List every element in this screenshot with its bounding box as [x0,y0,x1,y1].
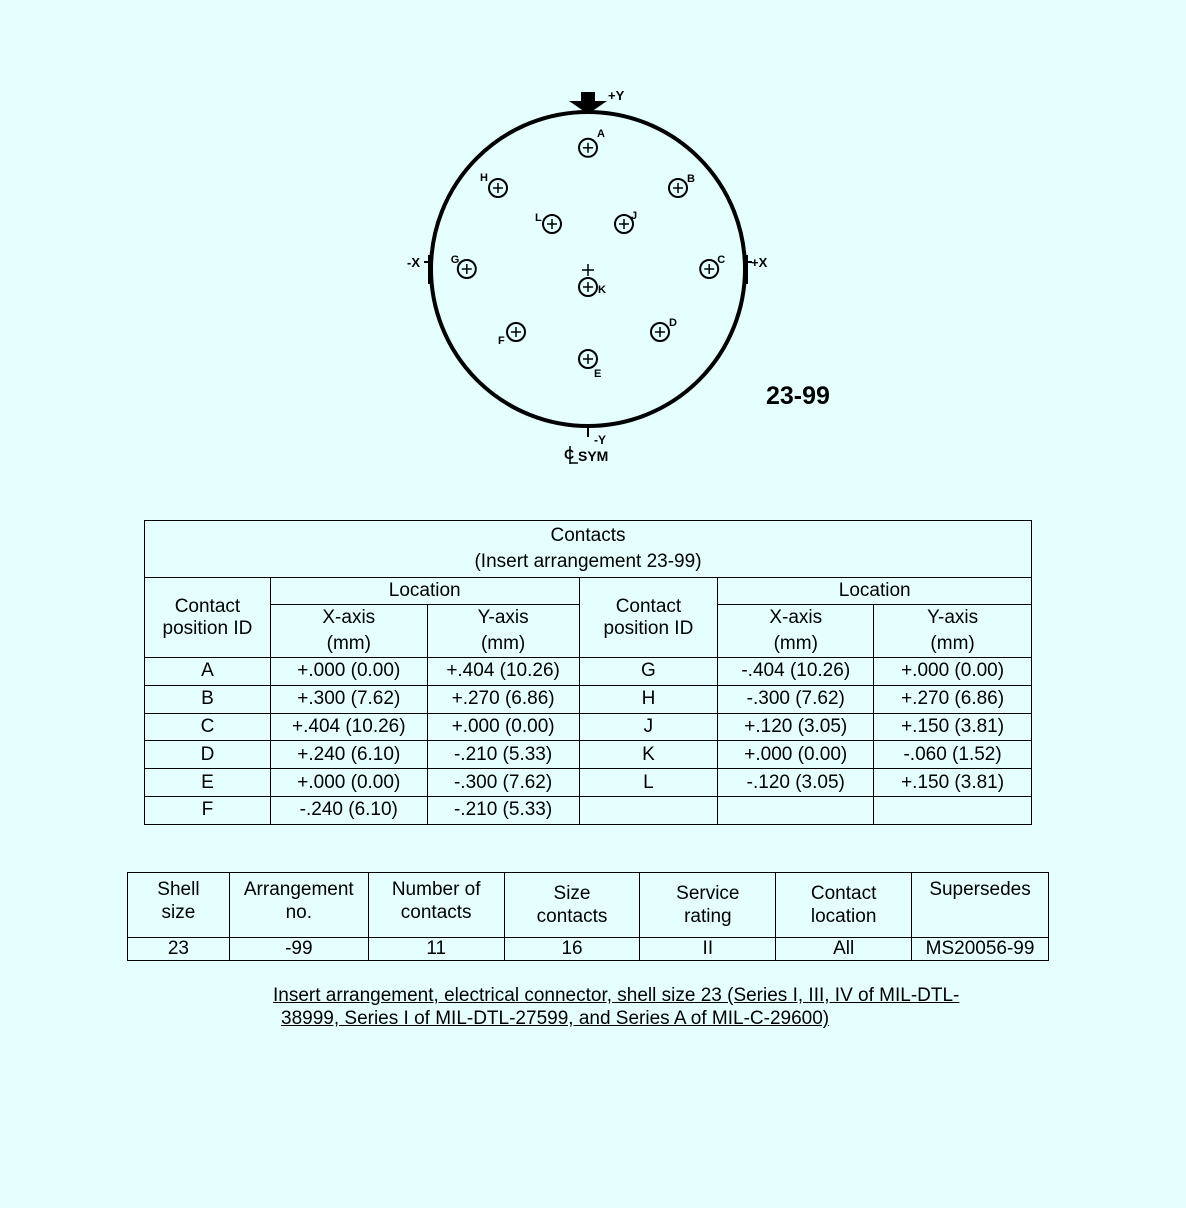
center-mark-icon [582,264,594,276]
minus-x-label: -X [407,255,420,270]
svg-text:C: C [564,446,575,462]
centerline-icon [564,446,578,464]
arrangement-header: Arrangement no. [229,873,368,938]
number-contacts-header: Number of contacts [368,873,504,938]
table-row: D +.240 (6.10) -.210 (5.33) K +.000 (0.00) -.060 (1.52) [145,741,1032,769]
table-row: E +.000 (0.00) -.300 (7.62) L -.120 (3.05) +.150 (3.81) [145,769,1032,797]
contact-label: B [687,173,695,185]
contact-label: K [598,284,606,296]
contact-label: D [669,317,677,329]
contact-a [579,128,605,157]
table-row: B +.300 (7.62) +.270 (6.86) H -.300 (7.62) +.270 (6.86) [145,685,1032,713]
summary-value-row: 23 -99 11 16 II All MS20056-99 [128,938,1049,961]
contact-j [615,210,637,233]
contact-label: E [594,368,602,380]
summary-header-row [128,873,1049,938]
shell-size-header: Shell size [128,873,230,938]
table-row: F -.240 (6.10) -.210 (5.33) [145,796,1032,824]
plus-y-label: +Y [608,88,625,103]
contact-label: G [450,254,460,266]
contact-k [579,278,606,296]
x-axis-header: X-axis (mm) [270,605,427,658]
contact-c [700,254,725,278]
position-id-header: Contact position ID [145,578,271,658]
x-axis-header: X-axis (mm) [718,605,874,658]
y-axis-header: Y-axis (mm) [874,605,1032,658]
summary-table [127,872,1049,961]
supersedes-header: Supersedes [912,873,1049,938]
sym-label: SYM [578,448,609,464]
contact-h [480,172,507,197]
position-id-header: Contact position ID [579,578,718,658]
location-header: Location [270,578,579,605]
contact-l [535,212,561,233]
arrangement-number: 23-99 [766,382,830,410]
service-rating-header: Service rating [640,873,776,938]
plus-x-label: +X [751,255,768,270]
contact-f [498,323,525,347]
insert-arrangement-diagram [0,0,1186,480]
contacts-layer [451,128,725,380]
figure-caption: Insert arrangement, electrical connector, shell size 23 (Series I, III, IV of MIL-DTL- 38999, Series I of MIL-DTL-27599, and Series A of MIL-C-29600) [273,985,960,1029]
contact-b [669,173,695,197]
y-axis-header: Y-axis (mm) [427,605,579,658]
contact-d [651,317,677,341]
table-row: A +.000 (0.00) +.404 (10.26) G -.404 (10.26) +.000 (0.00) [145,658,1032,686]
contact-g [451,254,476,278]
contacts-table-title: Contacts (Insert arrangement 23-99) [145,521,1032,578]
contact-label: L [535,212,542,224]
contacts-table [144,520,1032,825]
contact-e [579,350,601,380]
contact-label: C [717,254,726,266]
contact-label: F [498,335,505,347]
contact-label: J [631,210,638,222]
contact-label: A [597,127,605,140]
minus-y-label: -Y [594,433,606,447]
location-header: Location [718,578,1032,605]
table-row: C +.404 (10.26) +.000 (0.00) J +.120 (3.05) +.150 (3.81) [145,713,1032,741]
size-contacts-header: Size contacts [504,873,640,938]
contact-label: H [480,172,488,184]
contact-location-header: Contact location [776,873,912,938]
